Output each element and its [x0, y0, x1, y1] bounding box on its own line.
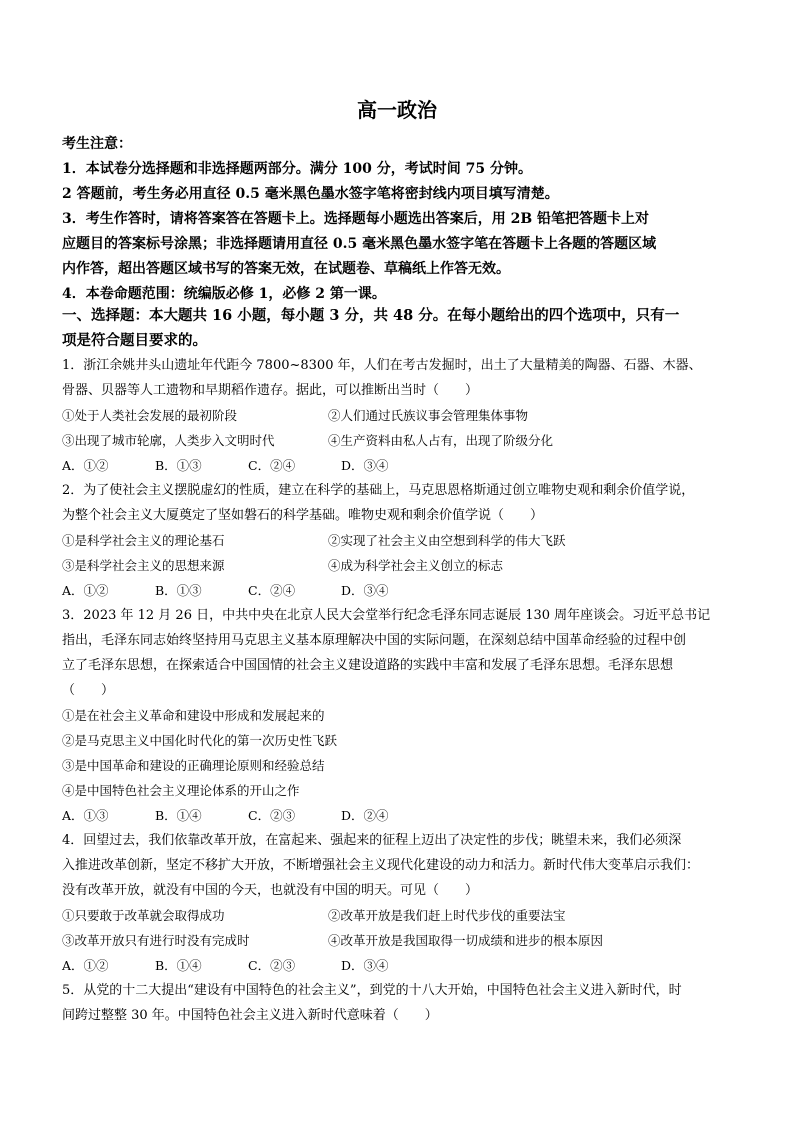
question-stem-line: 5．从党的十二大提出“建设有中国特色的社会主义”，到党的十八大开始，中国特色社会主义进入新时代，时 — [62, 983, 682, 998]
question-stem-line: 2．为了使社会主义摆脱虚幻的性质，建立在科学的基础上，马克思恩格斯通过创立唯物史观和剩余价值学说， — [62, 483, 695, 498]
question-1 — [62, 353, 742, 478]
option: ②实现了社会主义由空想到科学的伟大飞跃 — [328, 533, 566, 548]
answer-choices — [62, 578, 742, 603]
answer-choice: C．②③ — [248, 808, 296, 823]
question-stem-line: 骨器、贝器等人工遗物和早期稻作遗存。据此，可以推断出当时（ ） — [62, 383, 479, 398]
question-stem-line: 3．2023 年 12 月 26 日，中共中央在北京人民大会堂举行纪念毛泽东同志诞辰 130 周年座谈会。习近平总书记 — [62, 608, 711, 623]
section-heading — [62, 303, 742, 353]
question-4 — [62, 828, 742, 978]
question-stem-line: 立了毛泽东思想，在探索适合中国国情的社会主义建设道路的实践中丰富和发展了毛泽东思想。毛泽东思想 — [62, 658, 674, 673]
answer-choice: C．②④ — [248, 583, 296, 598]
question-stem-line: 1．浙江余姚井头山遗址年代距今 7800~8300 年，人们在考古发掘时，出土了大量精美的陶器、石器、木器、 — [62, 358, 702, 373]
option-row — [62, 403, 742, 428]
answer-choices — [62, 453, 742, 478]
question-3 — [62, 603, 742, 828]
page-title: 高一政治 — [357, 98, 437, 122]
option-row — [62, 903, 742, 928]
answer-choice: B．①③ — [155, 458, 202, 473]
question-stem-line: 为整个社会主义大厦奠定了坚如磐石的科学基础。唯物史观和剩余价值学说（ ） — [62, 508, 544, 523]
answer-choice: B．①④ — [155, 958, 202, 973]
section-line: 项是符合题目要求的。 — [62, 332, 207, 349]
section-line: 一、选择题：本大题共 16 小题，每小题 3 分，共 48 分。在每小题给出的四个选项中，只有一 — [62, 307, 680, 324]
option-row — [62, 928, 742, 953]
exam-notes — [62, 132, 742, 307]
option-row — [62, 428, 742, 453]
note-line: 1．本试卷分选择题和非选择题两部分。满分 100 分，考试时间 75 分钟。 — [62, 161, 532, 177]
notes-heading: 考生注意： — [62, 136, 132, 152]
answer-choice: C．②④ — [248, 458, 296, 473]
answer-choice: D．③④ — [341, 583, 389, 598]
answer-choice: A．①② — [62, 583, 109, 598]
option-row — [62, 528, 742, 553]
option: ③是科学社会主义的思想来源 — [62, 558, 225, 573]
option: ③改革开放只有进行时没有完成时 — [62, 933, 250, 948]
option: ③出现了城市轮廓，人类步入文明时代 — [62, 433, 275, 448]
option: ①是科学社会主义的理论基石 — [62, 533, 225, 548]
question-stem-line: 间跨过整整 30 年。中国特色社会主义进入新时代意味着（ ） — [62, 1008, 438, 1023]
answer-choice: A．①③ — [62, 808, 109, 823]
answer-choices — [62, 803, 742, 828]
answer-choice: D．②④ — [341, 808, 389, 823]
option: ①处于人类社会发展的最初阶段 — [62, 408, 238, 423]
answer-choice: A．①② — [62, 958, 109, 973]
option: ④生产资料由私人占有，出现了阶级分化 — [328, 433, 554, 448]
answer-choice: B．①④ — [155, 808, 202, 823]
note-line: 2 答题前，考生务必用直径 0.5 毫米黑色墨水签字笔将密封线内项目填写清楚。 — [62, 186, 559, 202]
option: ③是中国革命和建设的正确理论原则和经验总结 — [62, 758, 325, 773]
note-line: 4．本卷命题范围：统编版必修 1，必修 2 第一课。 — [62, 286, 386, 302]
question-stem-line: （ ） — [62, 683, 115, 698]
note-line: 应题目的答案标号涂黑；非选择题请用直径 0.5 毫米黑色墨水签字笔在答题卡上各题的答题区域 — [62, 236, 657, 252]
answer-choice: D．③④ — [341, 458, 389, 473]
answer-choice: A．①② — [62, 458, 109, 473]
question-stem-line: 没有改革开放，就没有中国的今天，也就没有中国的明天。可见（ ） — [62, 883, 479, 898]
answer-choice: C．②③ — [248, 958, 296, 973]
option: ④改革开放是我国取得一切成绩和进步的根本原因 — [328, 933, 604, 948]
option: ①只要敢于改革就会取得成功 — [62, 908, 225, 923]
answer-choices — [62, 953, 742, 978]
option: ②人们通过氏族议事会管理集体事物 — [328, 408, 529, 423]
option: ④成为科学社会主义创立的标志 — [328, 558, 504, 573]
question-stem-line: 4．回望过去，我们依靠改革开放，在富起来、强起来的征程上迈出了决定性的步伐；眺望未来，我们必须深 — [62, 833, 682, 848]
option: ①是在社会主义革命和建设中形成和发展起来的 — [62, 708, 325, 723]
option: ②是马克思主义中国化时代化的第一次历史性飞跃 — [62, 733, 338, 748]
question-stem-line: 入推进改革创新，坚定不移扩大开放，不断增强社会主义现代化建设的动力和活力。新时代伟大变革启示我们： — [62, 858, 700, 873]
question-5 — [62, 978, 742, 1028]
note-line: 3．考生作答时，请将答案答在答题卡上。选择题每小题选出答案后，用 2B 铅笔把答题卡上对 — [62, 211, 650, 227]
option: ②改革开放是我们赶上时代步伐的重要法宝 — [328, 908, 566, 923]
option-row — [62, 553, 742, 578]
answer-choice: D．③④ — [341, 958, 389, 973]
question-2 — [62, 478, 742, 603]
option: ④是中国特色社会主义理论体系的开山之作 — [62, 783, 300, 798]
question-stem-line: 指出，毛泽东同志始终坚持用马克思主义基本原理解决中国的实际问题，在深刻总结中国革命经验的过程中创 — [62, 633, 687, 648]
answer-choice: B．①③ — [155, 583, 202, 598]
note-line: 内作答，超出答题区域书写的答案无效，在试题卷、草稿纸上作答无效。 — [62, 261, 510, 277]
